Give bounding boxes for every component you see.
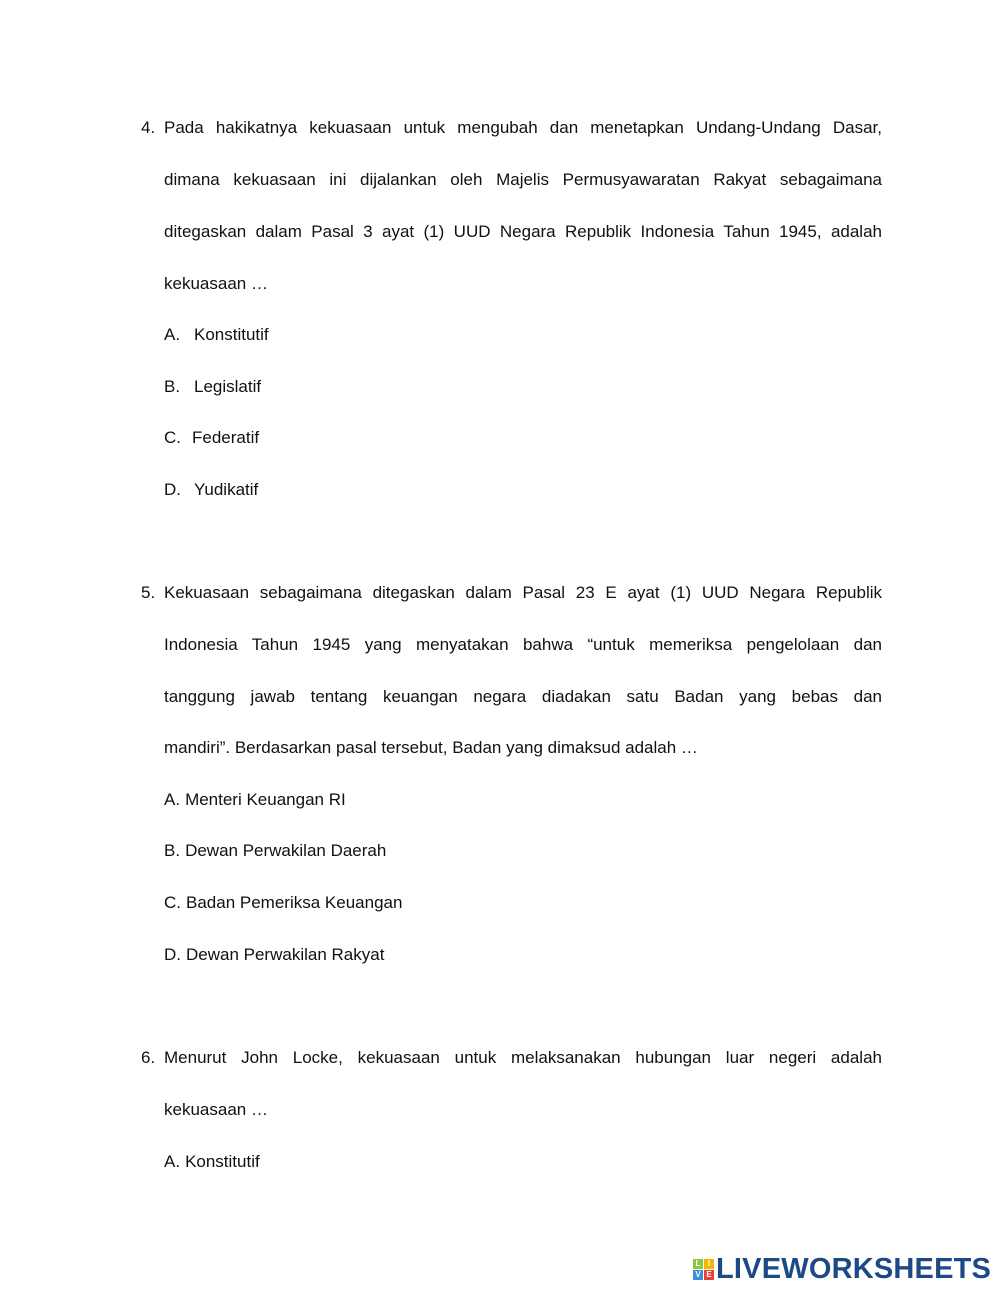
option-text: Badan Pemeriksa Keuangan — [186, 893, 403, 912]
question-number: 4. — [141, 118, 156, 137]
option-letter: D. — [164, 945, 181, 964]
option-letter: B. — [164, 377, 181, 396]
option-letter: A. — [164, 325, 181, 344]
question-text-line: kekuasaan … — [164, 1100, 268, 1119]
question-text-line: Pada hakikatnya kekuasaan untuk mengubah dan menetapkan Undang-Undang Dasar, — [164, 118, 882, 137]
logo-text: LIVEWORKSHEETS — [716, 1253, 992, 1285]
option-d[interactable] — [164, 480, 258, 500]
option-c[interactable] — [164, 428, 259, 448]
option-text: Federatif — [192, 428, 260, 447]
question-text-line: ditegaskan dalam Pasal 3 ayat (1) UUD Negara Republik Indonesia Tahun 1945, adalah — [164, 222, 882, 241]
logo-tiles-icon — [693, 1259, 714, 1280]
option-letter: A. — [164, 790, 181, 809]
question-text-line: dimana kekuasaan ini dijalankan oleh Majelis Permusyawaratan Rakyat sebagaimana — [164, 170, 882, 189]
logo-tile: V — [693, 1270, 703, 1280]
logo-tile: L — [693, 1259, 703, 1269]
option-text: Konstitutif — [185, 1152, 260, 1171]
option-text: Konstitutif — [194, 325, 269, 344]
option-a[interactable] — [164, 325, 269, 345]
liveworksheets-logo — [693, 1253, 992, 1285]
option-b[interactable] — [164, 377, 261, 397]
option-letter: A. — [164, 1152, 181, 1171]
option-text: Dewan Perwakilan Rakyat — [186, 945, 385, 964]
option-b[interactable] — [164, 841, 386, 861]
option-a[interactable] — [164, 1152, 260, 1172]
question-number: 5. — [141, 583, 156, 602]
question-text-line: kekuasaan … — [164, 274, 268, 293]
question-text-line: Menurut John Locke, kekuasaan untuk melaksanakan hubungan luar negeri adalah — [164, 1048, 882, 1067]
option-letter: C. — [164, 893, 181, 912]
logo-tile: E — [704, 1270, 714, 1280]
question-text-line: Indonesia Tahun 1945 yang menyatakan bahwa “untuk memeriksa pengelolaan dan — [164, 635, 882, 654]
option-letter: C. — [164, 428, 181, 447]
option-text: Menteri Keuangan RI — [185, 790, 346, 809]
question-number: 6. — [141, 1048, 156, 1067]
option-c[interactable] — [164, 893, 402, 913]
option-a[interactable] — [164, 790, 346, 810]
option-letter: D. — [164, 480, 181, 499]
logo-tile: I — [704, 1259, 714, 1269]
option-text: Yudikatif — [194, 480, 259, 499]
option-d[interactable] — [164, 945, 384, 965]
question-text-line: Kekuasaan sebagaimana ditegaskan dalam Pasal 23 E ayat (1) UUD Negara Republik — [164, 583, 882, 602]
question-text-line: tanggung jawab tentang keuangan negara diadakan satu Badan yang bebas dan — [164, 687, 882, 706]
option-letter: B. — [164, 841, 181, 860]
question-text-line: mandiri”. Berdasarkan pasal tersebut, Badan yang dimaksud adalah … — [164, 738, 698, 757]
option-text: Dewan Perwakilan Daerah — [185, 841, 387, 860]
option-text: Legislatif — [194, 377, 262, 396]
